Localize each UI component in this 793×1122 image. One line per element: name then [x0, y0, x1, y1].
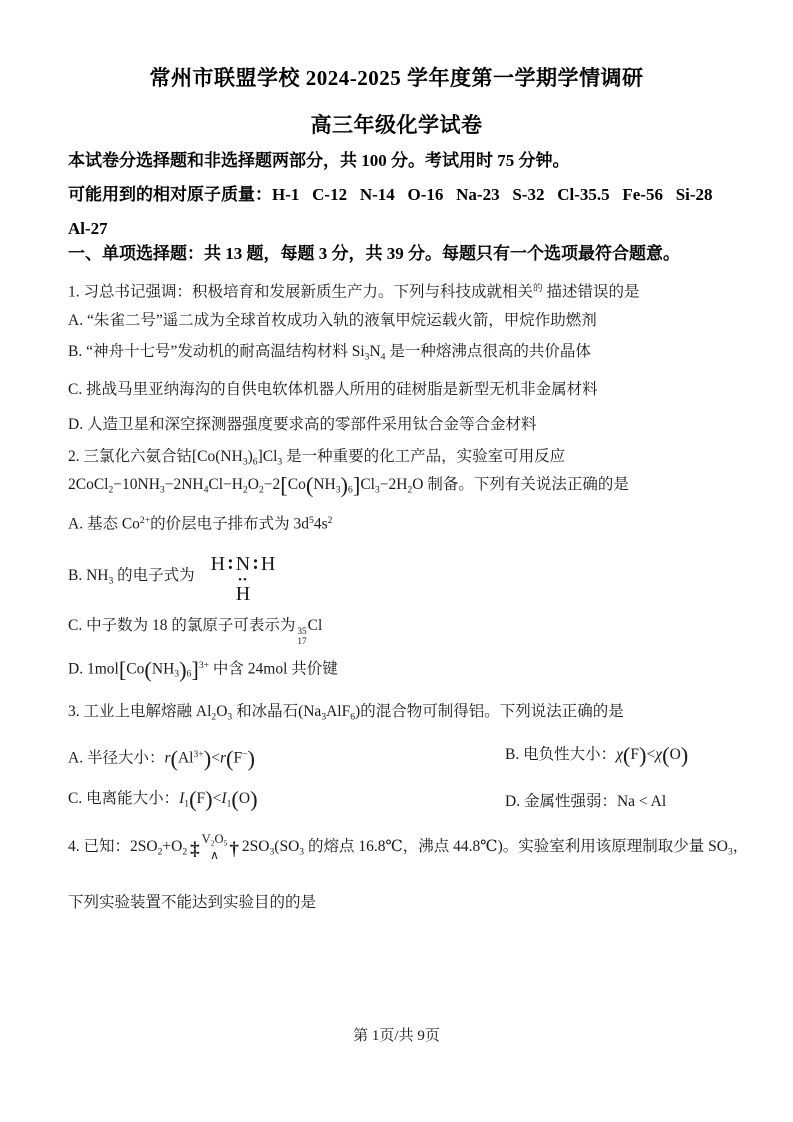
equilibrium-arrow: [190, 831, 239, 864]
catalyst-label: $V_2O_5$: [201, 831, 228, 848]
q2-option-b-text: B. $NH_3$ 的电子式为: [68, 567, 195, 587]
q2-option-c: C. 中子数为 18 的氯原子可表示为 35 17 Cl: [68, 617, 323, 647]
lewis-h-bottom: H: [235, 582, 251, 605]
arrow-conditions: [202, 833, 228, 861]
q1-option-c: C. 挑战马里亚纳海沟的自供电软体机器人所用的硅树脂是新型无机非金属材料: [68, 381, 598, 398]
lewis-n-atom: N: [235, 553, 251, 576]
q2-option-d: D. $1mol[Co(NH_3)_6]^{3+}$ 中含 24mol 共价键: [68, 656, 338, 682]
q4-stem-line1: [68, 828, 765, 872]
q2-option-a: A. 基态 $Co^{2+}$的价层电子排布式为 $3d^54s^2$: [68, 515, 333, 533]
q1-option-b: B. “神舟十七号”发动机的耐高温结构材料 $Si_3N_4$ 是一种熔沸点很高的共价晶体: [68, 343, 591, 363]
page-number-footer: 第 1页/共 9页: [353, 1028, 440, 1044]
q3-stem: 3. 工业上电解熔融 $Al_2O_3$ 和冰晶石$(Na_3AlF_6)$的混合物可制得铝。下列说法正确的是: [68, 703, 624, 723]
exam-intro: 本试卷分选择题和非选择题两部分，共 100 分。考试用时 75 分钟。: [68, 151, 570, 170]
q4-reaction-left: 4. 已知：$2SO_2+O_2$: [68, 838, 188, 858]
delta-heat-symbol: ∧: [210, 848, 219, 863]
exam-title-line1: 常州市联盟学校 2024-2025 学年度第一学期学情调研: [149, 66, 644, 90]
lewis-bond-right: :: [252, 552, 259, 575]
section1-heading: 一、单项选择题：共 13 题，每题 3 分，共 39 分。每题只有一个选项最符合题意。: [68, 244, 680, 263]
atomic-masses-line1: 可能用到的相对原子质量：H-1 C-12 N-14 O-16 Na-23 S-32 Cl-35.5 Fe-56 Si-28: [68, 185, 713, 204]
atomic-masses-line2: Al-27: [68, 219, 108, 238]
q2-equation: $2CoCl_2-10NH_3-2NH_4Cl-H_2O_2-2[Co(NH_3)_6]Cl_3-2H_2O$ 制备。下列有关说法正确的是: [68, 472, 629, 498]
q3-option-d: D. 金属性强弱：Na < Al: [505, 793, 667, 810]
lewis-bond-bottom: ••: [238, 573, 248, 586]
q2-option-b: [68, 545, 765, 613]
q3-option-b: B. 电负性大小：χ(F)<χ(O): [505, 742, 689, 768]
q1-option-a: A. “朱雀二号”遥二成为全球首枚成功入轨的液氧甲烷运载火箭，甲烷作助燃剂: [68, 312, 597, 329]
arrow-right-glyph: †: [229, 839, 239, 861]
q4-stem-line2: 下列实验装置不能达到实验目的的是: [68, 894, 317, 911]
lewis-h-left: H: [210, 553, 226, 576]
lewis-h-right: H: [260, 553, 276, 576]
lewis-top-row: [211, 554, 276, 574]
nh3-lewis-structure: [211, 554, 276, 603]
exam-title-line2: 高三年级化学试卷: [310, 113, 483, 137]
q1-stem: 1. 习总书记强调：积极培育和发展新质生产力。下列与科技成就相关$^的$ 描述错误的是: [68, 283, 640, 301]
q3-option-c: C. 电离能大小：$I_1(F)<I_1(O)$: [68, 786, 258, 812]
q2-stem: 2. 三氯化六氨合钴$[Co(NH_3)_6]Cl_3$ 是一种重要的化工产品，实验室可用反应: [68, 448, 566, 468]
q4-reaction-right: $2SO_3(SO_3$ 的熔点 16.8℃，沸点 44.8℃)。实验室利用该原理制取少量 $SO_3$，: [241, 838, 749, 858]
q3-option-a: A. 半径大小：$r(Al^{3+})<r(F^-)$: [68, 745, 255, 771]
q1-option-d: D. 人造卫星和深空探测器强度要求高的零部件采用钛合金等合金材料: [68, 416, 537, 433]
lewis-bond-left: :: [227, 552, 234, 575]
arrow-left-glyph: ‡: [190, 839, 200, 861]
